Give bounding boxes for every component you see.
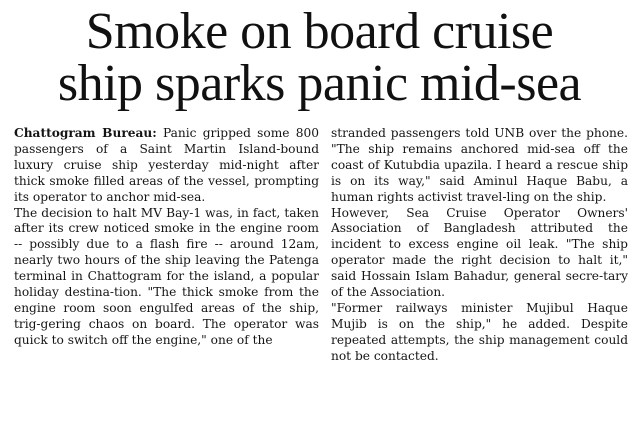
article-paragraph-2: The decision to halt MV Bay-1 was, in fact, taken after its crew noticed smoke in the engine room -- possibly due to a flash fire -- around 12am, nearly two hours of the ship leaving the Patenga terminal in Chattogram for the island, a popular holiday destina-tion. "The thick smoke from the engine room soon engulfed areas of the ship, trig-gering chaos on board. The operator was quick to switch off the engine," one of the bbox=[14, 205, 319, 347]
article-paragraph-1 bbox=[14, 126, 319, 206]
article-paragraph-4: However, Sea Cruise Operator Owners' Association of Bangladesh attributed the incident to excess engine oil leak. "The ship operator made the right decision to halt it," said Hossain Islam Bahadur, general secre-tary of the Association. bbox=[331, 205, 628, 300]
dateline: Chattogram Bureau: bbox=[14, 126, 157, 140]
article-column-right bbox=[331, 126, 628, 365]
article-column-left bbox=[14, 126, 319, 349]
article-paragraph-3: stranded passengers told UNB over the phone. "The ship remains anchored mid-sea off the coast of Kutubdia upazila. I heard a rescue ship is on its way," said Aminul Haque Babu, a human rights activist travel-ling on the ship. bbox=[331, 126, 628, 204]
headline bbox=[0, 3, 639, 112]
headline-line-1: Smoke on board cruise bbox=[85, 3, 554, 60]
headline-line-2: ship sparks panic mid-sea bbox=[57, 55, 582, 112]
paragraph-1-text: Panic gripped some 800 passengers of a Saint Martin Island-bound luxury cruise ship yesterday mid-night after thick smoke filled areas of the vessel, prompting its operator to anchor mid-sea. bbox=[14, 126, 319, 204]
article-paragraph-5: "Former railways minister Mujibul Haque Mujib is on the ship," he added. Despite repeated attempts, the ship management could not be contacted. bbox=[331, 300, 628, 363]
